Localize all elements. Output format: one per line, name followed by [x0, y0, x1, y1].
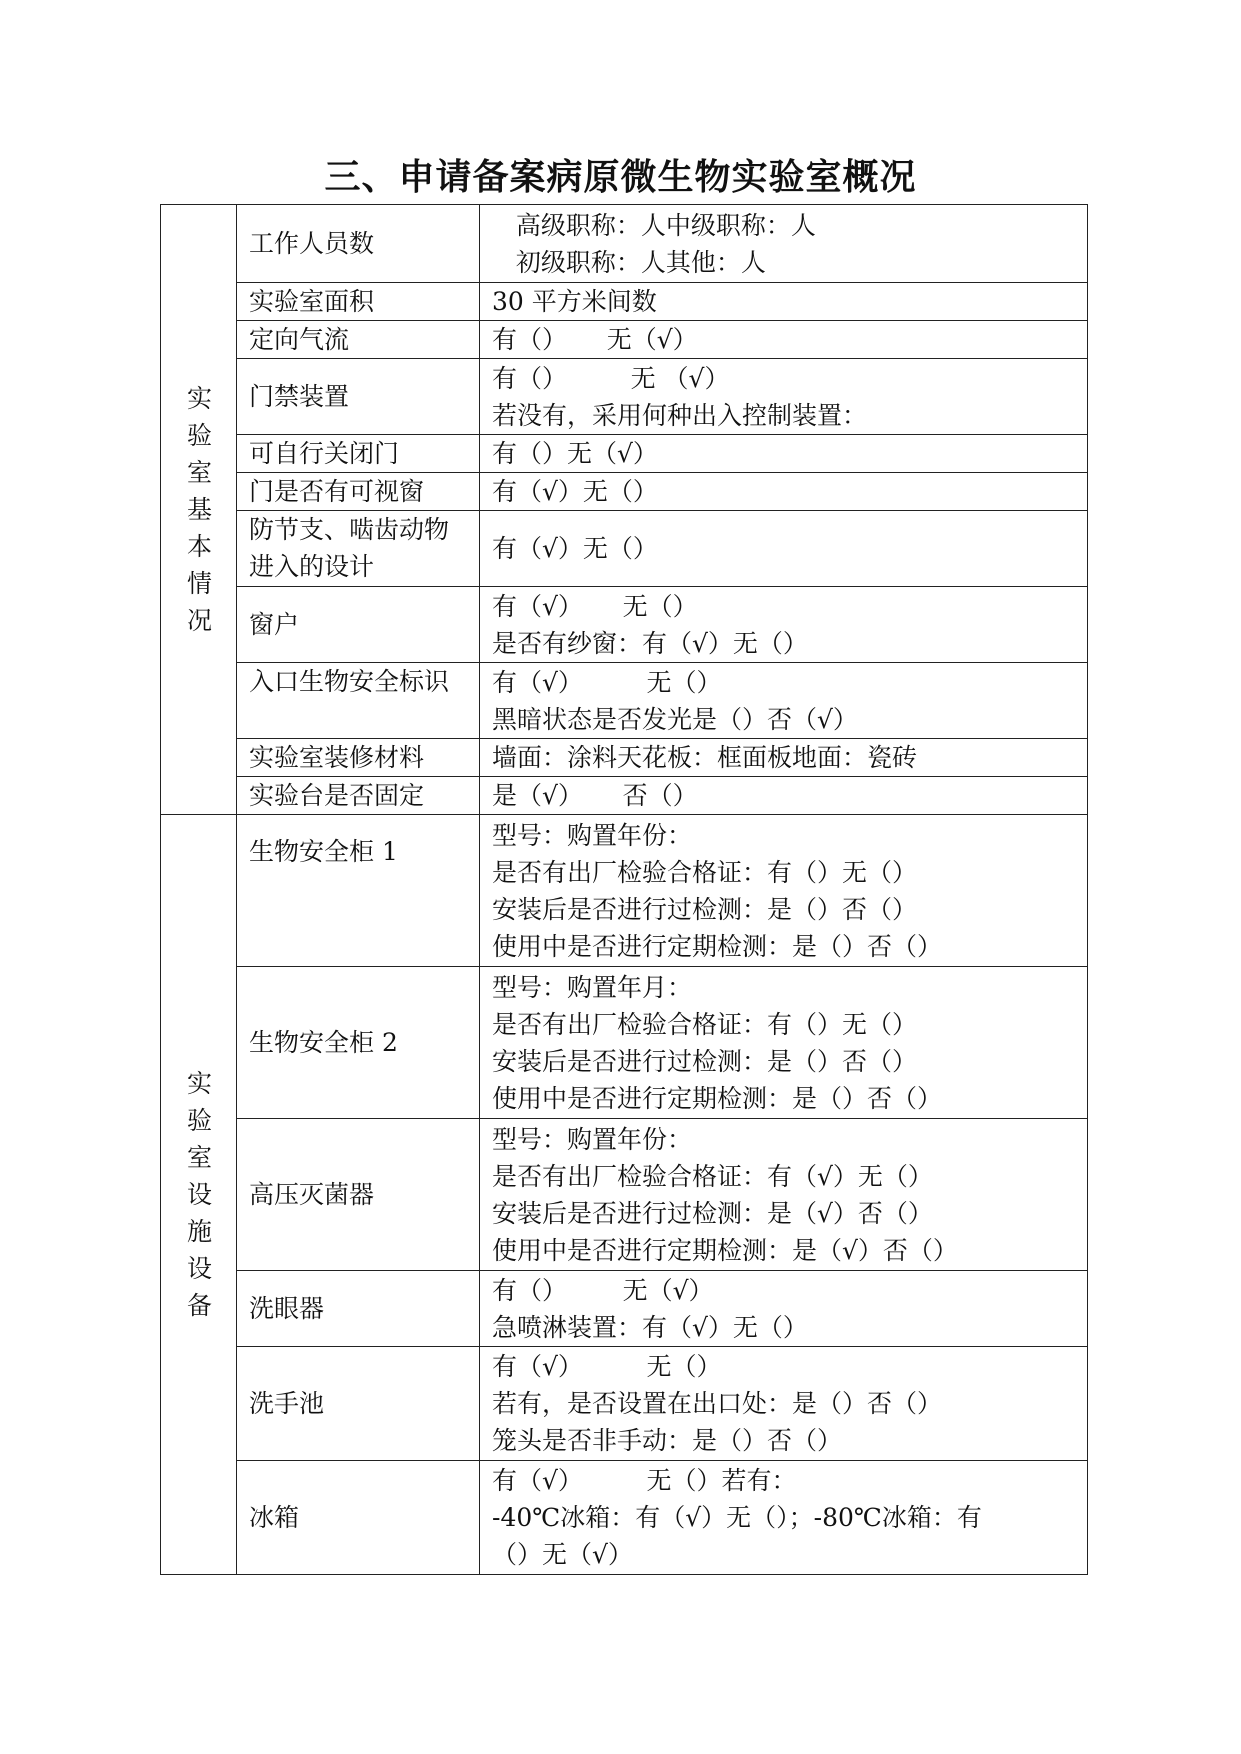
label-bsc-2: 生物安全柜 2 [237, 967, 480, 1119]
value-line: 有（√）无（） [492, 477, 658, 506]
value-line: 型号：购置年份： [492, 1124, 693, 1154]
row-staff-count [161, 205, 1088, 283]
row-biosafety-sign [161, 663, 1088, 739]
section-label-equipment: 实验室设施设备 [161, 815, 237, 1575]
label-handwash-sink: 洗手池 [237, 1347, 480, 1461]
value-handwash-sink [480, 1347, 1088, 1461]
value-line: 有（） 无 （√） [492, 363, 730, 393]
label-refrigerator: 冰箱 [237, 1461, 480, 1575]
row-autoclave [161, 1119, 1088, 1271]
value-line: （）无（√） [492, 1540, 633, 1569]
value-biosafety-sign [480, 663, 1088, 739]
label-pest-design: 防节支、啮齿动物进入的设计 [237, 511, 480, 587]
row-self-closing-door [161, 435, 1088, 473]
row-door-window [161, 473, 1088, 511]
value-line: 型号：购置年月： [492, 972, 693, 1002]
value-line: 是（√） 否（） [492, 781, 698, 810]
row-handwash-sink [161, 1347, 1088, 1461]
value-bsc-1 [480, 815, 1088, 967]
value-line: 是否有出厂检验合格证：有（）无（） [492, 1009, 918, 1039]
label-biosafety-sign: 入口生物安全标识 [237, 663, 480, 739]
value-pest-design [480, 511, 1088, 587]
value-line: 型号：购置年份： [492, 820, 693, 850]
value-line: 是否有出厂检验合格证：有（√）无（） [492, 1161, 933, 1191]
label-bench-fixed: 实验台是否固定 [237, 777, 480, 815]
value-decoration-materials [480, 739, 1088, 777]
row-windows [161, 587, 1088, 663]
row-refrigerator [161, 1461, 1088, 1575]
label-lab-area: 实验室面积 [237, 283, 480, 321]
value-bsc-2 [480, 967, 1088, 1119]
value-autoclave [480, 1119, 1088, 1271]
value-eyewash [480, 1271, 1088, 1347]
value-line: -40℃冰箱：有（√）无（）；-80℃冰箱：有 [492, 1503, 982, 1532]
section-label-basic: 实验室基本情况 [161, 205, 237, 815]
row-bench-fixed [161, 777, 1088, 815]
value-line: 有（） 无（√） [492, 325, 698, 354]
value-line: 是否有出厂检验合格证：有（）无（） [492, 857, 918, 887]
value-line: 有（√） 无（）若有： [492, 1466, 797, 1495]
row-lab-area [161, 283, 1088, 321]
value-windows [480, 587, 1088, 663]
value-door-window [480, 473, 1088, 511]
value-line: 使用中是否进行定期检测：是（）否（） [492, 931, 943, 961]
page-title: 三、申请备案病原微生物实验室概况 [324, 157, 917, 198]
label-bsc-1: 生物安全柜 1 [237, 815, 480, 967]
row-directional-airflow [161, 321, 1088, 359]
value-line: 若没有，采用何种出入控制装置： [492, 400, 868, 430]
row-bsc-1 [161, 815, 1088, 967]
label-eyewash: 洗眼器 [237, 1271, 480, 1347]
value-line: 墙面：涂料天花板：框面板地面：瓷砖 [492, 743, 918, 772]
label-staff-count: 工作人员数 [237, 205, 480, 283]
value-staff-count [480, 205, 1088, 283]
value-line: 若有，是否设置在出口处：是（）否（） [492, 1389, 943, 1418]
row-decoration-materials [161, 739, 1088, 777]
value-line: 有（√）无（） [492, 534, 658, 563]
label-door-window: 门是否有可视窗 [237, 473, 480, 511]
value-lab-area [480, 283, 1088, 321]
label-directional-airflow: 定向气流 [237, 321, 480, 359]
value-line: 有（√） 无（） [492, 591, 698, 621]
label-decoration-materials: 实验室装修材料 [237, 739, 480, 777]
label-windows: 窗户 [237, 587, 480, 663]
value-line: 有（√） 无（） [492, 667, 722, 697]
row-access-control [161, 359, 1088, 435]
value-line: 是否有纱窗：有（√）无（） [492, 628, 808, 658]
label-access-control: 门禁装置 [237, 359, 480, 435]
value-refrigerator [480, 1461, 1088, 1575]
row-pest-design [161, 511, 1088, 587]
value-directional-airflow [480, 321, 1088, 359]
value-line: 有（） 无（√） [492, 1275, 714, 1305]
value-line: 有（）无（√） [492, 439, 658, 468]
label-self-closing-door: 可自行关闭门 [237, 435, 480, 473]
value-access-control [480, 359, 1088, 435]
value-bench-fixed [480, 777, 1088, 815]
value-line: 高级职称：人中级职称：人 [492, 210, 816, 240]
value-line: 30 平方米间数 [492, 287, 657, 316]
value-line: 笼头是否非手动：是（）否（） [492, 1426, 843, 1455]
lab-overview-table [160, 204, 1088, 1575]
value-line: 初级职称：人其他：人 [492, 247, 766, 277]
value-line: 急喷淋装置：有（√）无（） [492, 1312, 808, 1342]
value-line: 安装后是否进行过检测：是（）否（） [492, 1046, 918, 1076]
value-line: 黑暗状态是否发光是（）否（√） [492, 704, 858, 734]
value-line: 安装后是否进行过检测：是（）否（） [492, 894, 918, 924]
value-line: 使用中是否进行定期检测：是（√）否（） [492, 1235, 958, 1265]
row-bsc-2 [161, 967, 1088, 1119]
label-autoclave: 高压灭菌器 [237, 1119, 480, 1271]
value-self-closing-door [480, 435, 1088, 473]
value-line: 使用中是否进行定期检测：是（）否（） [492, 1083, 943, 1113]
value-line: 有（√） 无（） [492, 1352, 722, 1381]
value-line: 安装后是否进行过检测：是（√）否（） [492, 1198, 933, 1228]
row-eyewash [161, 1271, 1088, 1347]
